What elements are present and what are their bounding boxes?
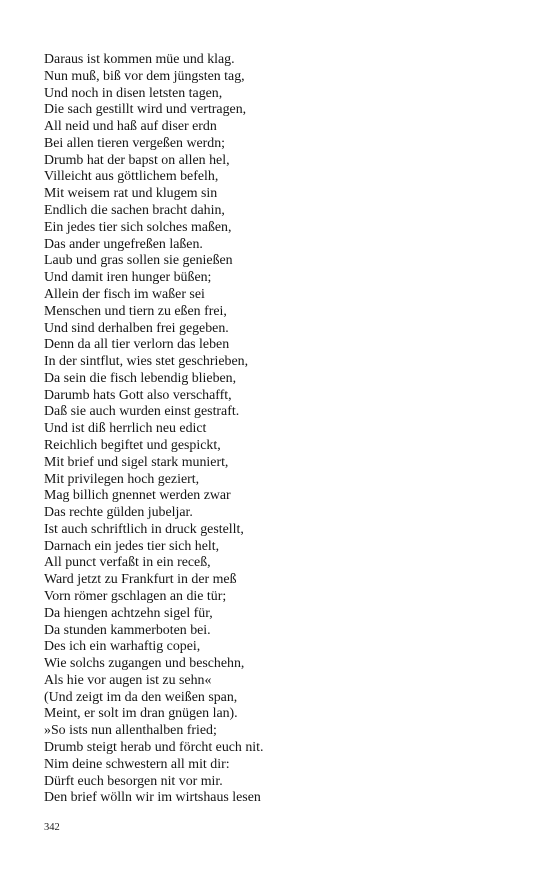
poem-line: Allein der fisch im waßer sei: [44, 286, 205, 302]
poem-text: [44, 52, 514, 807]
poem-line: Darumb hats Gott also verschafft,: [44, 387, 232, 403]
poem-line: Da stunden kammerboten bei.: [44, 622, 211, 638]
poem-line: Bei allen tieren vergeßen werdn;: [44, 135, 226, 151]
poem-line: Denn da all tier verlorn das leben: [44, 337, 230, 353]
poem-line: Wie solchs zugangen und beschehn,: [44, 656, 245, 672]
poem-line: Das ander ungefreßen laßen.: [44, 236, 203, 252]
poem-line: Die sach gestillt wird und vertragen,: [44, 102, 247, 118]
poem-line: Mit weisem rat und klugem sin: [44, 186, 218, 202]
poem-line: Laub und gras sollen sie genießen: [44, 253, 233, 269]
poem-line: Vorn römer gschlagen an die tür;: [44, 589, 227, 604]
poem-line: Als hie vor augen ist zu sehn«: [44, 672, 212, 688]
poem-line: Drumb hat der bapst on allen hel,: [44, 152, 230, 168]
poem-line: Und ist diß herrlich neu edict: [44, 421, 207, 437]
poem-line: Reichlich begiftet und gespickt,: [44, 437, 221, 453]
poem-line: Villeicht aus göttlichem befelh,: [44, 169, 219, 185]
poem-line: Da hiengen achtzehn sigel für,: [44, 605, 213, 621]
poem-line: Ist auch schriftlich in druck gestellt,: [44, 521, 244, 537]
poem-line: Endlich die sachen bracht dahin,: [44, 203, 225, 219]
poem-line: Menschen und tiern zu eßen frei,: [44, 303, 227, 319]
poem-line: Daraus ist kommen müe und klag.: [44, 52, 235, 67]
poem-line: All punct verfaßt in ein receß,: [44, 555, 211, 571]
poem-line: Dürft euch besorgen nit vor mir.: [44, 773, 223, 789]
poem-line: All neid und haß auf diser erdn: [44, 119, 217, 135]
poem-line: Des ich ein warhaftig copei,: [44, 639, 201, 655]
poem-line: Mit privilegen hoch geziert,: [44, 471, 200, 487]
poem-line: Ein jedes tier sich solches maßen,: [44, 219, 232, 235]
poem-line: Den brief wölln wir im wirtshaus lesen: [44, 790, 261, 806]
poem-line: Nun muß, biß vor dem jüngsten tag,: [44, 68, 245, 84]
poem-line: Mit brief und sigel stark muniert,: [44, 454, 229, 470]
poem-line: »So ists nun allenthalben fried;: [44, 723, 217, 739]
poem-line: Ward jetzt zu Frankfurt in der meß: [44, 572, 237, 588]
poem-line: Drumb steigt herab und förcht euch nit.: [44, 740, 264, 756]
poem-line: Da sein die fisch lebendig blieben,: [44, 370, 237, 386]
poem-line: In der sintflut, wies stet geschrieben,: [44, 354, 249, 370]
poem-line: Mag billich gnennet werden zwar: [44, 488, 231, 504]
page-number: 342: [44, 822, 60, 833]
poem-line: Nim deine schwestern all mit dir:: [44, 756, 230, 772]
poem-line: (Und zeigt im da den weißen span,: [44, 689, 238, 705]
poem-line: Darnach ein jedes tier sich helt,: [44, 538, 220, 554]
poem-line: Das rechte gülden jubeljar.: [44, 505, 193, 521]
poem-line: Und damit iren hunger büßen;: [44, 270, 212, 286]
poem-line: Meint, er solt im dran gnügen lan).: [44, 706, 238, 722]
poem-line: Daß sie auch wurden einst gestraft.: [44, 404, 240, 420]
poem-line: Und noch in disen letsten tagen,: [44, 85, 223, 101]
poem-line: Und sind derhalben frei gegeben.: [44, 320, 229, 336]
